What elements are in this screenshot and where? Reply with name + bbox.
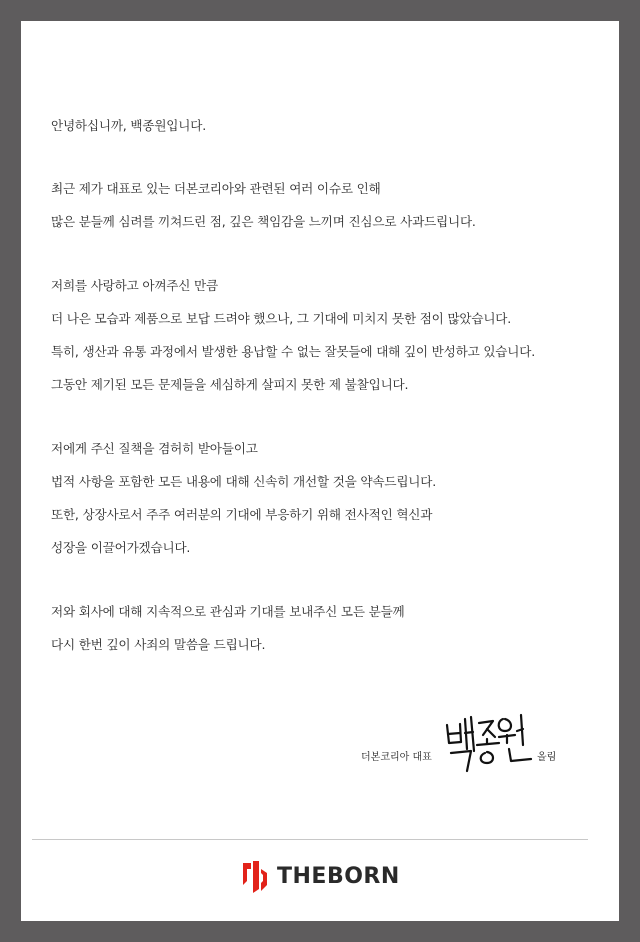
paragraph-3-line-4: 성장을 이끌어가겠습니다. [51,540,191,555]
paragraph-2-line-2: 더 나은 모습과 제품으로 보답 드려야 했으나, 그 기대에 미치지 못한 점이 많았습니다. [51,311,512,326]
letter-page [21,21,619,921]
signature-closing: 올림 [537,752,557,763]
theborn-logo-icon [239,859,271,895]
paragraph-2-line-1: 저희를 사랑하고 아껴주신 만큼 [51,278,218,293]
paragraph-3-line-3: 또한, 상장사로서 주주 여러분의 기대에 부응하기 위해 전사적인 혁신과 [51,507,433,522]
theborn-logo-text: THEBORN [277,864,400,889]
paragraph-3-line-2: 법적 사항을 포함한 모든 내용에 대해 신속히 개선할 것을 약속드립니다. [51,474,437,489]
signature-block [361,709,601,779]
theborn-logo [239,859,419,895]
footer-divider [32,839,588,840]
handwritten-signature [441,709,537,775]
paragraph-1-line-1: 최근 제가 대표로 있는 더본코리아와 관련된 여러 이슈로 인해 [51,181,381,196]
paragraph-2-line-3: 특히, 생산과 유통 과정에서 발생한 용납할 수 없는 잘못들에 대해 깊이 반성하고 있습니다. [51,344,536,359]
paragraph-4-line-1: 저와 회사에 대해 지속적으로 관심과 기대를 보내주신 모든 분들께 [51,604,405,619]
paragraph-3-line-1: 저에게 주신 질책을 겸허히 받아들이고 [51,441,258,456]
paragraph-1-line-2: 많은 분들께 심려를 끼쳐드린 점, 깊은 책임감을 느끼며 진심으로 사과드립니다. [51,214,476,229]
signature-company-title: 더본코리아 대표 [361,752,432,763]
greeting: 안녕하십니까, 백종원입니다. [51,118,206,133]
paragraph-4-line-2: 다시 한번 깊이 사죄의 말씀을 드립니다. [51,637,266,652]
paragraph-2-line-4: 그동안 제기된 모든 문제들을 세심하게 살피지 못한 제 불찰입니다. [51,377,409,392]
